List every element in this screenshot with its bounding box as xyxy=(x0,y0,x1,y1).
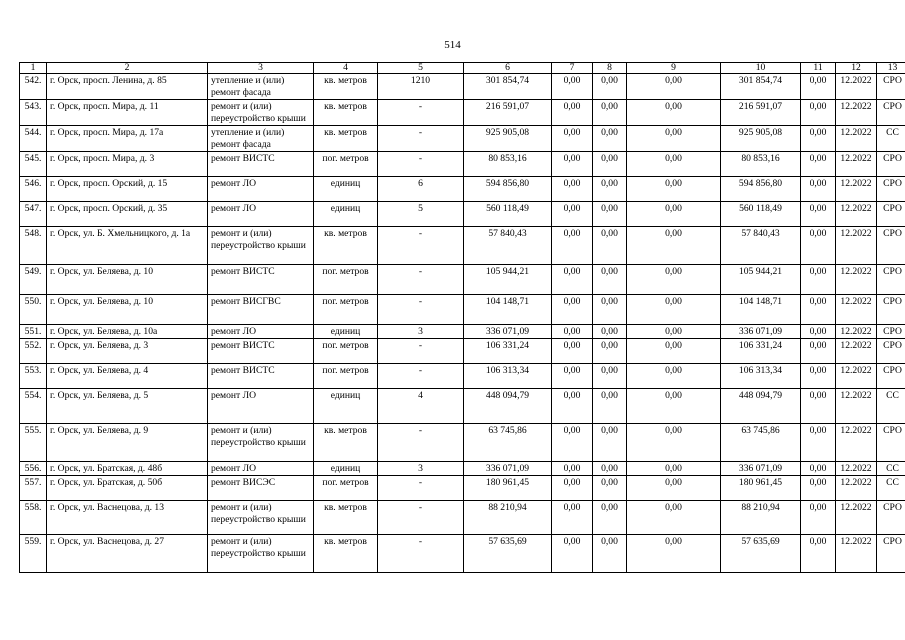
amount-cell: 0,00 xyxy=(552,535,593,573)
funding-source-cell: СРО xyxy=(877,265,905,295)
table-row xyxy=(20,476,905,501)
row-number-cell: 557. xyxy=(20,476,47,501)
funding-source-cell: СРО xyxy=(877,325,905,339)
table-row xyxy=(20,295,905,325)
total-cost-cell: 560 118,49 xyxy=(464,202,552,227)
amount-cell: 0,00 xyxy=(593,535,627,573)
amount-cell: 105 944,21 xyxy=(721,265,801,295)
unit-cell: кв. метров xyxy=(314,424,378,462)
amount-cell: 0,00 xyxy=(801,177,836,202)
amount-cell: 0,00 xyxy=(801,202,836,227)
unit-cell: кв. метров xyxy=(314,100,378,126)
row-number-cell: 546. xyxy=(20,177,47,202)
quantity-cell: - xyxy=(378,152,464,177)
unit-cell: пог. метров xyxy=(314,476,378,501)
total-cost-cell: 106 313,34 xyxy=(464,364,552,389)
column-number: 5 xyxy=(378,63,464,74)
amount-cell: 88 210,94 xyxy=(721,501,801,535)
amount-cell: 104 148,71 xyxy=(721,295,801,325)
amount-cell: 0,00 xyxy=(627,476,721,501)
amount-cell: 0,00 xyxy=(627,364,721,389)
amount-cell: 0,00 xyxy=(593,202,627,227)
total-cost-cell: 88 210,94 xyxy=(464,501,552,535)
funding-source-cell: СРО xyxy=(877,295,905,325)
row-number-cell: 559. xyxy=(20,535,47,573)
total-cost-cell: 105 944,21 xyxy=(464,265,552,295)
address-cell: г. Орск, просп. Мира, д. 11 xyxy=(47,100,208,126)
table-row xyxy=(20,265,905,295)
amount-cell: 336 071,09 xyxy=(721,325,801,339)
funding-source-cell: СРО xyxy=(877,74,905,100)
work-type-cell: ремонт ЛО xyxy=(208,177,314,202)
address-cell: г. Орск, ул. Братская, д. 48б xyxy=(47,462,208,476)
column-number: 1 xyxy=(20,63,47,74)
amount-cell: 0,00 xyxy=(552,462,593,476)
row-number-cell: 545. xyxy=(20,152,47,177)
total-cost-cell: 80 853,16 xyxy=(464,152,552,177)
completion-date-cell: 12.2022 xyxy=(836,462,877,476)
work-type-cell: ремонт и (или) переустройство крыши xyxy=(208,424,314,462)
column-number: 7 xyxy=(552,63,593,74)
unit-cell: единиц xyxy=(314,202,378,227)
column-number: 11 xyxy=(801,63,836,74)
amount-cell: 0,00 xyxy=(552,339,593,364)
completion-date-cell: 12.2022 xyxy=(836,74,877,100)
amount-cell: 0,00 xyxy=(593,265,627,295)
register-table xyxy=(19,62,905,573)
table-row xyxy=(20,535,905,573)
amount-cell: 63 745,86 xyxy=(721,424,801,462)
amount-cell: 0,00 xyxy=(552,476,593,501)
work-type-cell: ремонт ВИСТС xyxy=(208,364,314,389)
unit-cell: пог. метров xyxy=(314,152,378,177)
unit-cell: кв. метров xyxy=(314,227,378,265)
work-type-cell: ремонт ВИСТС xyxy=(208,265,314,295)
work-type-cell: ремонт ЛО xyxy=(208,202,314,227)
quantity-cell: - xyxy=(378,364,464,389)
amount-cell: 0,00 xyxy=(552,227,593,265)
table-row xyxy=(20,202,905,227)
total-cost-cell: 336 071,09 xyxy=(464,325,552,339)
unit-cell: единиц xyxy=(314,325,378,339)
column-number: 8 xyxy=(593,63,627,74)
completion-date-cell: 12.2022 xyxy=(836,295,877,325)
amount-cell: 57 635,69 xyxy=(721,535,801,573)
address-cell: г. Орск, ул. Васнецова, д. 27 xyxy=(47,535,208,573)
amount-cell: 336 071,09 xyxy=(721,462,801,476)
total-cost-cell: 594 856,80 xyxy=(464,177,552,202)
amount-cell: 180 961,45 xyxy=(721,476,801,501)
amount-cell: 0,00 xyxy=(552,152,593,177)
total-cost-cell: 57 635,69 xyxy=(464,535,552,573)
amount-cell: 0,00 xyxy=(593,462,627,476)
address-cell: г. Орск, ул. Беляева, д. 9 xyxy=(47,424,208,462)
page-number: 514 xyxy=(444,39,461,51)
table-row xyxy=(20,501,905,535)
work-type-cell: ремонт и (или) переустройство крыши xyxy=(208,535,314,573)
amount-cell: 0,00 xyxy=(552,202,593,227)
row-number-cell: 550. xyxy=(20,295,47,325)
amount-cell: 0,00 xyxy=(593,501,627,535)
unit-cell: пог. метров xyxy=(314,295,378,325)
column-number: 10 xyxy=(721,63,801,74)
amount-cell: 0,00 xyxy=(801,227,836,265)
row-number-cell: 549. xyxy=(20,265,47,295)
amount-cell: 0,00 xyxy=(801,364,836,389)
amount-cell: 0,00 xyxy=(552,177,593,202)
quantity-cell: - xyxy=(378,227,464,265)
total-cost-cell: 104 148,71 xyxy=(464,295,552,325)
funding-source-cell: СРО xyxy=(877,100,905,126)
amount-cell: 0,00 xyxy=(801,476,836,501)
amount-cell: 301 854,74 xyxy=(721,74,801,100)
table-row xyxy=(20,462,905,476)
quantity-cell: 3 xyxy=(378,462,464,476)
address-cell: г. Орск, ул. Беляева, д. 5 xyxy=(47,389,208,424)
amount-cell: 0,00 xyxy=(801,424,836,462)
unit-cell: единиц xyxy=(314,462,378,476)
table-row xyxy=(20,339,905,364)
total-cost-cell: 448 094,79 xyxy=(464,389,552,424)
amount-cell: 0,00 xyxy=(801,501,836,535)
funding-source-cell: СРО xyxy=(877,177,905,202)
unit-cell: кв. метров xyxy=(314,126,378,152)
work-type-cell: ремонт и (или) переустройство крыши xyxy=(208,100,314,126)
amount-cell: 0,00 xyxy=(593,227,627,265)
amount-cell: 0,00 xyxy=(627,74,721,100)
amount-cell: 57 840,43 xyxy=(721,227,801,265)
work-type-cell: утепление и (или) ремонт фасада xyxy=(208,74,314,100)
column-number: 3 xyxy=(208,63,314,74)
work-type-cell: утепление и (или) ремонт фасада xyxy=(208,126,314,152)
table-row xyxy=(20,177,905,202)
funding-source-cell: СРО xyxy=(877,339,905,364)
quantity-cell: - xyxy=(378,295,464,325)
amount-cell: 0,00 xyxy=(552,389,593,424)
amount-cell: 0,00 xyxy=(593,424,627,462)
completion-date-cell: 12.2022 xyxy=(836,501,877,535)
address-cell: г. Орск, просп. Мира, д. 3 xyxy=(47,152,208,177)
amount-cell: 0,00 xyxy=(593,364,627,389)
amount-cell: 0,00 xyxy=(627,227,721,265)
completion-date-cell: 12.2022 xyxy=(836,177,877,202)
address-cell: г. Орск, ул. Беляева, д. 3 xyxy=(47,339,208,364)
completion-date-cell: 12.2022 xyxy=(836,227,877,265)
amount-cell: 0,00 xyxy=(593,295,627,325)
amount-cell: 80 853,16 xyxy=(721,152,801,177)
column-number: 2 xyxy=(47,63,208,74)
work-type-cell: ремонт ВИСТС xyxy=(208,152,314,177)
address-cell: г. Орск, ул. Беляева, д. 4 xyxy=(47,364,208,389)
total-cost-cell: 180 961,45 xyxy=(464,476,552,501)
quantity-cell: - xyxy=(378,265,464,295)
completion-date-cell: 12.2022 xyxy=(836,152,877,177)
address-cell: г. Орск, просп. Орский, д. 35 xyxy=(47,202,208,227)
table-row xyxy=(20,152,905,177)
amount-cell: 0,00 xyxy=(552,126,593,152)
completion-date-cell: 12.2022 xyxy=(836,424,877,462)
amount-cell: 560 118,49 xyxy=(721,202,801,227)
amount-cell: 448 094,79 xyxy=(721,389,801,424)
work-type-cell: ремонт и (или) переустройство крыши xyxy=(208,501,314,535)
amount-cell: 0,00 xyxy=(801,265,836,295)
funding-source-cell: СРО xyxy=(877,364,905,389)
address-cell: г. Орск, ул. Беляева, д. 10 xyxy=(47,265,208,295)
row-number-cell: 552. xyxy=(20,339,47,364)
amount-cell: 0,00 xyxy=(801,389,836,424)
amount-cell: 0,00 xyxy=(552,325,593,339)
table-row xyxy=(20,325,905,339)
amount-cell: 0,00 xyxy=(552,295,593,325)
amount-cell: 0,00 xyxy=(552,74,593,100)
address-cell: г. Орск, ул. Б. Хмельницкого, д. 1а xyxy=(47,227,208,265)
address-cell: г. Орск, ул. Беляева, д. 10а xyxy=(47,325,208,339)
amount-cell: 0,00 xyxy=(593,325,627,339)
address-cell: г. Орск, просп. Ленина, д. 85 xyxy=(47,74,208,100)
amount-cell: 0,00 xyxy=(627,295,721,325)
table-row xyxy=(20,364,905,389)
completion-date-cell: 12.2022 xyxy=(836,389,877,424)
row-number-cell: 551. xyxy=(20,325,47,339)
quantity-cell: 6 xyxy=(378,177,464,202)
amount-cell: 0,00 xyxy=(593,339,627,364)
column-number: 12 xyxy=(836,63,877,74)
amount-cell: 0,00 xyxy=(627,462,721,476)
unit-cell: единиц xyxy=(314,389,378,424)
amount-cell: 0,00 xyxy=(552,424,593,462)
work-type-cell: ремонт ВИСТС xyxy=(208,339,314,364)
amount-cell: 216 591,07 xyxy=(721,100,801,126)
amount-cell: 0,00 xyxy=(627,265,721,295)
amount-cell: 0,00 xyxy=(801,74,836,100)
address-cell: г. Орск, ул. Братская, д. 50б xyxy=(47,476,208,501)
quantity-cell: - xyxy=(378,424,464,462)
quantity-cell: 3 xyxy=(378,325,464,339)
total-cost-cell: 301 854,74 xyxy=(464,74,552,100)
amount-cell: 106 313,34 xyxy=(721,364,801,389)
total-cost-cell: 216 591,07 xyxy=(464,100,552,126)
quantity-cell: 1210 xyxy=(378,74,464,100)
amount-cell: 0,00 xyxy=(593,389,627,424)
unit-cell: кв. метров xyxy=(314,74,378,100)
amount-cell: 0,00 xyxy=(627,389,721,424)
amount-cell: 0,00 xyxy=(593,476,627,501)
amount-cell: 0,00 xyxy=(801,295,836,325)
amount-cell: 0,00 xyxy=(593,100,627,126)
quantity-cell: - xyxy=(378,100,464,126)
amount-cell: 0,00 xyxy=(627,177,721,202)
work-type-cell: ремонт ЛО xyxy=(208,325,314,339)
amount-cell: 0,00 xyxy=(801,100,836,126)
completion-date-cell: 12.2022 xyxy=(836,325,877,339)
table-row xyxy=(20,126,905,152)
amount-cell: 0,00 xyxy=(801,535,836,573)
amount-cell: 0,00 xyxy=(627,100,721,126)
unit-cell: пог. метров xyxy=(314,265,378,295)
column-number-row xyxy=(20,63,905,74)
funding-source-cell: СРО xyxy=(877,424,905,462)
completion-date-cell: 12.2022 xyxy=(836,364,877,389)
row-number-cell: 544. xyxy=(20,126,47,152)
work-type-cell: ремонт ВИСГВС xyxy=(208,295,314,325)
funding-source-cell: СС xyxy=(877,126,905,152)
amount-cell: 0,00 xyxy=(801,126,836,152)
amount-cell: 0,00 xyxy=(593,126,627,152)
completion-date-cell: 12.2022 xyxy=(836,535,877,573)
completion-date-cell: 12.2022 xyxy=(836,476,877,501)
unit-cell: единиц xyxy=(314,177,378,202)
amount-cell: 0,00 xyxy=(801,462,836,476)
table-row xyxy=(20,424,905,462)
column-number: 6 xyxy=(464,63,552,74)
funding-source-cell: СС xyxy=(877,462,905,476)
amount-cell: 0,00 xyxy=(627,535,721,573)
row-number-cell: 558. xyxy=(20,501,47,535)
address-cell: г. Орск, ул. Васнецова, д. 13 xyxy=(47,501,208,535)
unit-cell: кв. метров xyxy=(314,535,378,573)
total-cost-cell: 63 745,86 xyxy=(464,424,552,462)
total-cost-cell: 336 071,09 xyxy=(464,462,552,476)
funding-source-cell: СРО xyxy=(877,501,905,535)
work-type-cell: ремонт и (или) переустройство крыши xyxy=(208,227,314,265)
funding-source-cell: СРО xyxy=(877,227,905,265)
quantity-cell: - xyxy=(378,535,464,573)
unit-cell: пог. метров xyxy=(314,364,378,389)
quantity-cell: - xyxy=(378,476,464,501)
quantity-cell: - xyxy=(378,126,464,152)
amount-cell: 0,00 xyxy=(627,325,721,339)
completion-date-cell: 12.2022 xyxy=(836,126,877,152)
amount-cell: 925 905,08 xyxy=(721,126,801,152)
address-cell: г. Орск, ул. Беляева, д. 10 xyxy=(47,295,208,325)
amount-cell: 0,00 xyxy=(627,152,721,177)
work-type-cell: ремонт ЛО xyxy=(208,389,314,424)
amount-cell: 0,00 xyxy=(627,202,721,227)
funding-source-cell: СРО xyxy=(877,202,905,227)
address-cell: г. Орск, просп. Мира, д. 17а xyxy=(47,126,208,152)
unit-cell: пог. метров xyxy=(314,339,378,364)
quantity-cell: - xyxy=(378,339,464,364)
amount-cell: 0,00 xyxy=(552,501,593,535)
amount-cell: 0,00 xyxy=(627,424,721,462)
work-type-cell: ремонт ЛО xyxy=(208,462,314,476)
amount-cell: 0,00 xyxy=(627,339,721,364)
amount-cell: 0,00 xyxy=(552,100,593,126)
table-row xyxy=(20,227,905,265)
quantity-cell: - xyxy=(378,501,464,535)
amount-cell: 0,00 xyxy=(801,339,836,364)
amount-cell: 0,00 xyxy=(593,152,627,177)
amount-cell: 0,00 xyxy=(627,501,721,535)
row-number-cell: 553. xyxy=(20,364,47,389)
unit-cell: кв. метров xyxy=(314,501,378,535)
funding-source-cell: СС xyxy=(877,476,905,501)
completion-date-cell: 12.2022 xyxy=(836,202,877,227)
quantity-cell: 5 xyxy=(378,202,464,227)
table-row xyxy=(20,74,905,100)
column-number: 9 xyxy=(627,63,721,74)
completion-date-cell: 12.2022 xyxy=(836,100,877,126)
row-number-cell: 543. xyxy=(20,100,47,126)
total-cost-cell: 57 840,43 xyxy=(464,227,552,265)
total-cost-cell: 925 905,08 xyxy=(464,126,552,152)
column-number: 13 xyxy=(877,63,905,74)
amount-cell: 0,00 xyxy=(801,152,836,177)
row-number-cell: 542. xyxy=(20,74,47,100)
funding-source-cell: СС xyxy=(877,389,905,424)
address-cell: г. Орск, просп. Орский, д. 15 xyxy=(47,177,208,202)
amount-cell: 594 856,80 xyxy=(721,177,801,202)
funding-source-cell: СРО xyxy=(877,152,905,177)
amount-cell: 0,00 xyxy=(593,74,627,100)
amount-cell: 0,00 xyxy=(627,126,721,152)
row-number-cell: 548. xyxy=(20,227,47,265)
row-number-cell: 554. xyxy=(20,389,47,424)
work-type-cell: ремонт ВИСЭС xyxy=(208,476,314,501)
quantity-cell: 4 xyxy=(378,389,464,424)
row-number-cell: 547. xyxy=(20,202,47,227)
table-row xyxy=(20,100,905,126)
funding-source-cell: СРО xyxy=(877,535,905,573)
amount-cell: 0,00 xyxy=(552,364,593,389)
total-cost-cell: 106 331,24 xyxy=(464,339,552,364)
column-number: 4 xyxy=(314,63,378,74)
table-row xyxy=(20,389,905,424)
amount-cell: 0,00 xyxy=(593,177,627,202)
row-number-cell: 555. xyxy=(20,424,47,462)
completion-date-cell: 12.2022 xyxy=(836,265,877,295)
amount-cell: 106 331,24 xyxy=(721,339,801,364)
amount-cell: 0,00 xyxy=(552,265,593,295)
row-number-cell: 556. xyxy=(20,462,47,476)
amount-cell: 0,00 xyxy=(801,325,836,339)
completion-date-cell: 12.2022 xyxy=(836,339,877,364)
